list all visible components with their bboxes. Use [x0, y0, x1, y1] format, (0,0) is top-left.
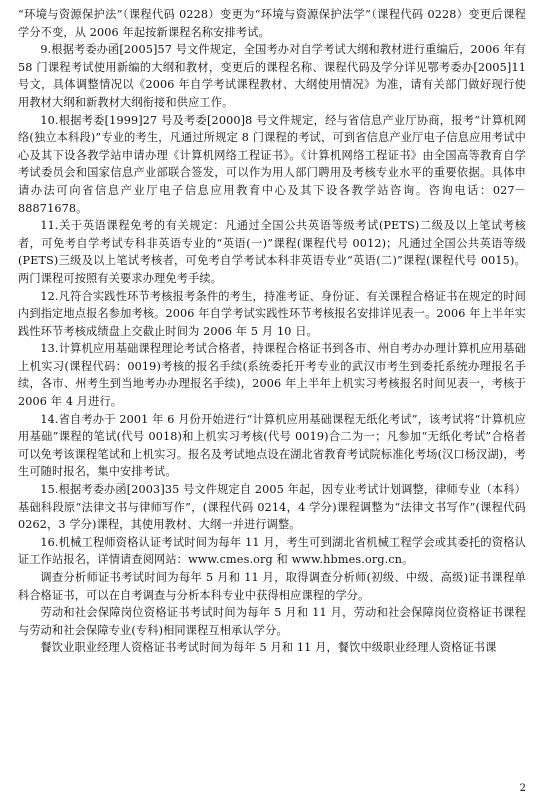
paragraph-item-9: 9.根据考委办函[2005]57 号文件规定，全国考办对自学考试大纲和教材进行重编后，2006 年有 58 门课程考试使用新编的大纲和教材，变更后的课程名称、课程代码及学分详见鄂考委办[2005]11 号文，具体调整情况以《2006 年自学考试课程教材、大纲使用情况》为准，请有关部门做好现行使用教材大纲和新教材大纲衔接和供应工作。 [18, 43, 526, 109]
document-page [18, 6, 526, 657]
paragraph-survey-analyst: 调查分析师证书考试时间为每年 5 月和 11 月，取得调查分析师(初级、中级、高级)证书课程单科合格证书，可以在自考调查与分析本科专业中获得相应课程的学分。 [18, 571, 526, 602]
paragraph-item-13: 13.计算机应用基础课程理论考试合格者，持课程合格证书到各市、州自考办办理计算机应用基础上机实习(课程代码：0019)考核的报名手续(系统委托开考专业的武汉市考生到委托系统办理报名手续，各市、州考生到当地考办办理报名手续)，2006 年上半年上机实习考核报名时间见表一，考核于 2006 年 4 月进行。 [18, 342, 526, 409]
paragraph-item-11: 11.关于英语课程免考的有关规定：凡通过全国公共英语等级考试(PETS)二级及以上笔试考核者，可免考自学考试专科非英语专业的“英语(一)”课程(课程代号 0012)；凡通过全国公共英语等级(PETS)三级及以上笔试考核者，可免考自学考试本科非英语专业“英语(二)”课程(课程代号 0015)。两门课程可按照有关要求办理免考手续。 [18, 219, 526, 285]
paragraph-item-12: 12.凡符合实践性环节考核报考条件的考生，持准考证、身份证、有关课程合格证书在规定的时间内到指定地点报名参加考核。2006 年自学考试实践性环节考核报名安排详见表一。2006 年上半年实践性环节考核成绩盘上交截止时间为 2006 年 5 月 10 日。 [18, 289, 526, 338]
paragraph-item-14: 14.省自考办于 2001 年 6 月份开始进行“计算机应用基础课程无纸化考试”，该考试将“计算机应用基础”课程的笔试(代号 0018)和上机实习考核(代号 0019)合二为一；凡参加“无纸化考试”合格者可以免考该课程笔试和上机实习。报名及考试地点设在湖北省教育考试院标准化考场(汉口杨汊湖)，考生可随时报名，集中安排考试。 [18, 412, 526, 479]
paragraph-item-15: 15.根据考委办函[2003]35 号文件规定自 2005 年起，因专业考试计划调整，律师专业（本科）基础科段原“法律文书与律师写作”，(课程代码 0214，4 学分)课程调整为“法律文书写作”(课程代码 0262，3 学分)课程，其使用教材、大纲一并进行调整。 [18, 483, 526, 532]
paragraph-item-10: 10.根据考委[1999]27 号及考委[2000]8 号文件规定，经与省信息产业厅协商，报考“计算机网络(独立本科段)”专业的考生，凡通过所规定 8 门课程的考试，可到省信息产业厅电子信息应用考试中心及其下设各教学站申请办理《计算机网络工程证书》。《计算机网络工程证书》由全国高等教育自学考试委员会和国家信息产业部联合签发，可以作为用人部门聘用及考核专业水平的重要依据。具体申请办法可向省信息产业厅电子信息应用教育中心及其下设各教学站咨询。咨询电话：027－88871678。 [18, 113, 526, 215]
page-number: 2 [519, 783, 526, 794]
paragraph-intro: “环境与资源保护法”（课程代码 0228）变更为“环境与资源保护法学”（课程代码 0228）变更后课程学分不变，从 2006 年起按新课程名称安排考试。 [18, 8, 526, 39]
paragraph-item-16: 16.机械工程师资格认证考试时间为每年 11 月，考生可到湖北省机械工程学会或其委托的资格认证工作站报名，详情请查阅网站：www.cmes.org 和 www.hbmes.org.cn。 [18, 535, 526, 567]
paragraph-labor-security: 劳动和社会保障岗位资格证书考试时间为每年 5 月和 11 月，劳动和社会保障岗位资格证书课程与劳动和社会保障专业(专科)相同课程互相承认学分。 [18, 606, 526, 637]
paragraph-catering-manager: 餐饮业职业经理人资格证书考试时间为每年 5 月和 11 月，餐饮中级职业经理人资格证书课 [40, 641, 497, 655]
